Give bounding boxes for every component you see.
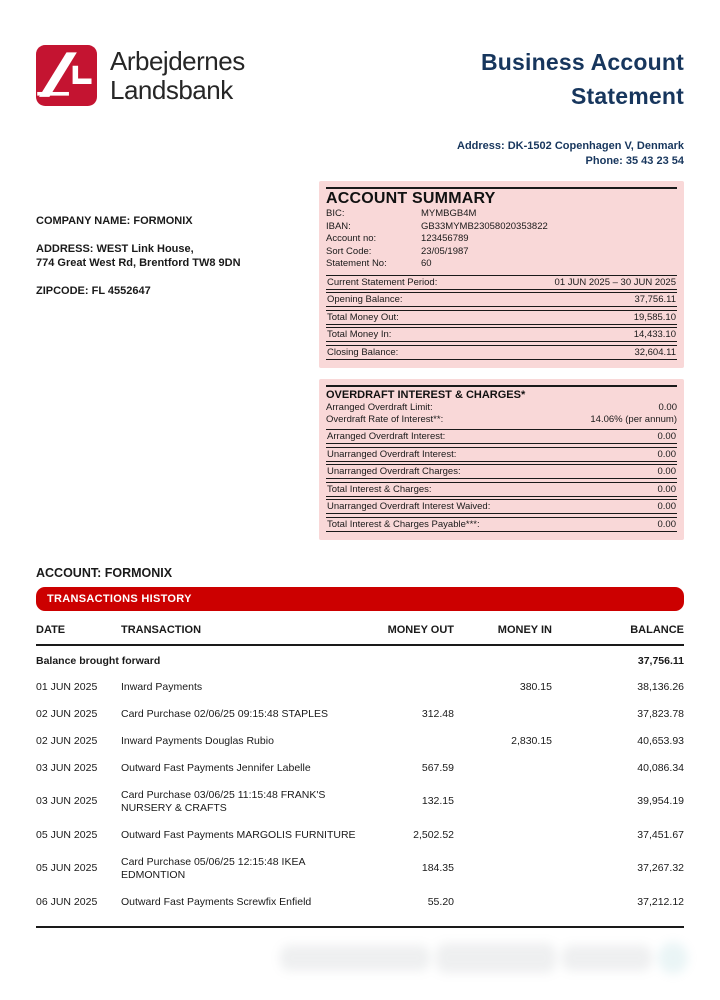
opening-balance-value: 37,756.11 [637, 654, 684, 667]
overdraft-row-label: Total Interest & Charges Payable***: [327, 518, 480, 530]
tx-date: 05 JUN 2025 [36, 828, 98, 841]
overdraft-row [326, 447, 677, 462]
overdraft-info-value: 0.00 [658, 401, 677, 413]
summary-total-row [326, 327, 677, 342]
summary-totals [326, 275, 677, 360]
tx-balance: 37,212.12 [637, 895, 684, 908]
summary-total-value: 01 JUN 2025 – 30 JUN 2025 [554, 276, 676, 288]
tx-money-in: 2,830.15 [511, 734, 552, 747]
overdraft-row [326, 499, 677, 514]
panel-top-rule [326, 385, 677, 387]
opening-balance-row [36, 646, 684, 674]
summary-total-label: Opening Balance: [327, 294, 403, 305]
transactions-header-row [36, 615, 684, 646]
bank-brand [36, 45, 245, 106]
summary-info-row [326, 246, 677, 259]
summary-total-label: Closing Balance: [327, 346, 399, 358]
transaction-row [36, 782, 684, 822]
summary-total-value: 32,604.11 [634, 346, 676, 358]
summary-total-label: Current Statement Period: [327, 276, 438, 288]
overdraft-row-label: Unarranged Overdraft Interest: [327, 448, 457, 460]
tx-date: 05 JUN 2025 [36, 862, 98, 874]
overdraft-info-label: Overdraft Rate of Interest**: [326, 414, 444, 425]
bank-name-line2: Landsbank [110, 75, 233, 105]
document-title-line2: Statement [571, 83, 684, 109]
document-title-line1: Business Account [480, 49, 684, 75]
summary-info-label: Statement No: [326, 258, 387, 269]
transaction-row [36, 701, 684, 728]
overdraft-row [326, 517, 677, 532]
company-name: COMPANY NAME: FORMONIX [36, 215, 193, 227]
summary-info-row [326, 221, 677, 234]
overdraft-info-row [326, 414, 677, 427]
tx-balance: 37,451.67 [637, 828, 684, 841]
tx-date: 03 JUN 2025 [36, 761, 98, 774]
summary-total-row [326, 310, 677, 325]
summary-info-label: IBAN: [326, 220, 351, 232]
overdraft-row-value: 0.00 [657, 466, 676, 477]
summary-info-value: 23/05/1987 [421, 245, 469, 257]
overdraft-row [326, 429, 677, 444]
summary-total-value: 37,756.11 [634, 294, 676, 305]
summary-total-value: 14,433.10 [633, 329, 676, 340]
header [36, 45, 684, 113]
bank-name [110, 45, 245, 105]
tx-description: Outward Fast Payments MARGOLIS FURNITURE [121, 828, 356, 841]
company-address-line2: 774 Great West Rd, Brentford TW8 9DN [36, 257, 241, 269]
summary-info-value: MYMBGB4M [421, 208, 477, 219]
overdraft-row-value: 0.00 [657, 431, 676, 442]
summary-info-label: BIC: [326, 208, 345, 219]
company-address-line1: ADDRESS: WEST Link House, [36, 243, 194, 255]
summary-info-label: Account no: [326, 233, 377, 244]
overdraft-row-value: 0.00 [657, 501, 676, 512]
tx-money-out: 55.20 [427, 895, 454, 908]
overdraft-row-value: 0.00 [657, 483, 676, 495]
summary-info-label: Sort Code: [326, 245, 372, 257]
overdraft-row-value: 0.00 [657, 448, 676, 460]
overdraft-row-label: Unarranged Overdraft Interest Waived: [327, 501, 491, 512]
summary-info-value: GB33MYMB23058020353822 [421, 220, 548, 232]
tx-description: Card Purchase 02/06/25 09:15:48 STAPLES [121, 707, 329, 720]
summary-info-value: 123456789 [421, 233, 469, 244]
tx-money-out: 2,502.52 [413, 828, 454, 841]
overdraft-rows [326, 429, 677, 532]
tx-money-out: 312.48 [421, 707, 454, 720]
summary-total-row [326, 292, 677, 307]
overdraft-row-label: Arranged Overdraft Interest: [327, 431, 446, 442]
tx-description: Card Purchase 03/06/25 11:15:48 FRANK'S NURSERY & CRAFTS [121, 788, 326, 814]
overdraft-row-value: 0.00 [657, 518, 676, 530]
tx-date: 03 JUN 2025 [36, 795, 98, 807]
transaction-row [36, 728, 684, 755]
col-header-money-out: MONEY OUT [387, 623, 454, 636]
summary-total-row [326, 345, 677, 360]
company-zipcode: ZIPCODE: FL 4552647 [36, 285, 151, 297]
transaction-row [36, 849, 684, 889]
tx-balance: 37,267.32 [637, 862, 684, 874]
overdraft-row-label: Unarranged Overdraft Charges: [327, 466, 461, 477]
overdraft-title: OVERDRAFT INTEREST & CHARGES* [326, 388, 526, 401]
tx-balance: 40,653.93 [637, 734, 684, 747]
tx-balance: 40,086.34 [637, 761, 684, 774]
tx-description: Card Purchase 05/06/25 12:15:48 IKEA EDMONTION [121, 855, 305, 881]
account-heading: ACCOUNT: FORMONIX [36, 565, 173, 580]
transaction-row [36, 755, 684, 782]
tx-balance: 37,823.78 [637, 707, 684, 720]
col-header-balance: BALANCE [630, 623, 684, 636]
transactions-body [36, 646, 684, 928]
summary-info-row [326, 233, 677, 246]
transaction-row [36, 674, 684, 701]
opening-balance-label: Balance brought forward [36, 654, 161, 667]
bank-contact [36, 139, 684, 169]
company-info [36, 181, 319, 540]
overdraft-panel [319, 379, 684, 540]
col-header-money-in: MONEY IN [497, 623, 552, 636]
tx-money-out: 132.15 [421, 795, 454, 807]
overdraft-info-label: Arranged Overdraft Limit: [326, 401, 433, 413]
bank-address: Address: DK-1502 Copenhagen V, Denmark [457, 140, 684, 152]
tx-date: 02 JUN 2025 [36, 734, 98, 747]
col-header-date: DATE [36, 623, 66, 636]
tx-money-in: 380.15 [519, 680, 552, 693]
panel-top-rule [326, 187, 677, 189]
account-summary-title: ACCOUNT SUMMARY [326, 190, 496, 207]
overdraft-info-value: 14.06% (per annum) [590, 414, 677, 425]
transactions-banner: TRANSACTIONS HISTORY [36, 587, 684, 611]
watermark [280, 930, 700, 985]
bank-logo-icon [36, 45, 97, 106]
overdraft-row-label: Total Interest & Charges: [327, 483, 432, 495]
tx-description: Inward Payments [121, 680, 203, 693]
account-summary-panel [319, 181, 684, 368]
tx-balance: 39,954.19 [637, 795, 684, 807]
middle-section [36, 181, 684, 540]
transaction-row [36, 822, 684, 849]
tx-date: 01 JUN 2025 [36, 680, 98, 693]
summary-info-row [326, 208, 677, 221]
transactions-table [36, 615, 684, 928]
document-title [481, 45, 684, 113]
tx-description: Outward Fast Payments Screwfix Enfield [121, 895, 312, 908]
summary-total-label: Total Money Out: [327, 311, 399, 323]
bank-name-line1: Arbejdernes [110, 46, 245, 76]
tx-date: 02 JUN 2025 [36, 707, 98, 720]
col-header-transaction: TRANSACTION [121, 623, 202, 636]
overdraft-row [326, 464, 677, 479]
tx-money-out: 567.59 [421, 761, 454, 774]
tx-description: Outward Fast Payments Jennifer Labelle [121, 761, 311, 774]
transaction-row [36, 889, 684, 916]
tx-money-out: 184.35 [421, 862, 454, 874]
overdraft-info-row [326, 402, 677, 415]
summary-total-row [326, 275, 677, 290]
bank-phone: Phone: 35 43 23 54 [585, 155, 684, 167]
summary-info-value: 60 [421, 258, 432, 269]
tx-balance: 38,136.26 [637, 680, 684, 693]
tx-description: Inward Payments Douglas Rubio [121, 734, 274, 747]
summary-total-value: 19,585.10 [633, 311, 676, 323]
tx-date: 06 JUN 2025 [36, 895, 98, 908]
overdraft-row [326, 482, 677, 497]
summary-boxes [319, 181, 684, 540]
summary-total-label: Total Money In: [327, 329, 392, 340]
summary-info-row [326, 258, 677, 271]
